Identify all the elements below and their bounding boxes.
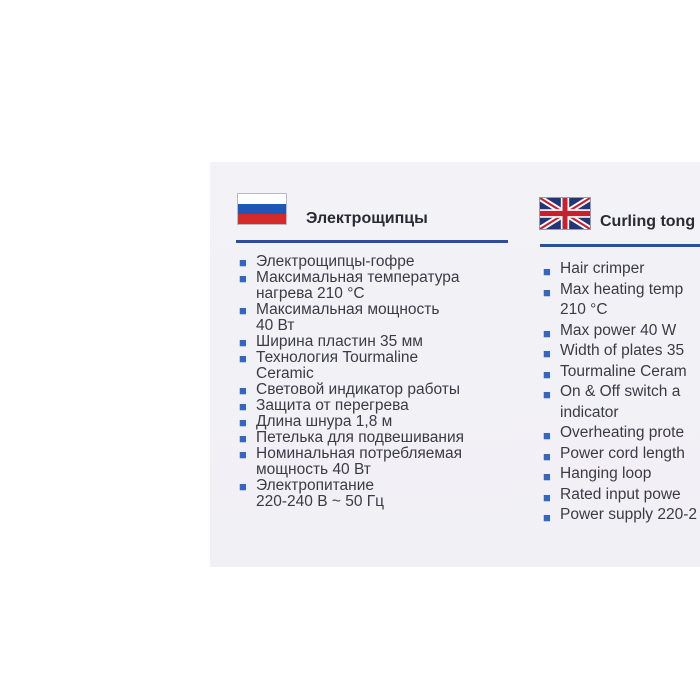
- product-label: [210, 162, 700, 567]
- bullet-icon: ■: [543, 366, 551, 382]
- bullet-icon: ■: [543, 510, 551, 525]
- spec-item: [236, 414, 464, 430]
- spec-item: [540, 382, 697, 423]
- bullet-icon: ■: [543, 387, 551, 402]
- english-spec-list: [540, 259, 697, 526]
- bullet-icon: ■: [543, 325, 551, 341]
- spec-item-text: Максимальная мощность 40 Вт: [256, 301, 440, 334]
- spec-item-text: Hair crimper: [560, 260, 645, 277]
- english-title: Curling tong: [600, 213, 696, 230]
- spec-item: [236, 398, 464, 414]
- bullet-icon: ■: [543, 469, 551, 484]
- spec-item: [540, 321, 697, 342]
- spec-item: [540, 505, 697, 526]
- spec-item-text: Overheating prote: [560, 424, 685, 441]
- spec-item-text: Петелька для подвешивания: [256, 429, 465, 446]
- bullet-icon: ■: [239, 271, 247, 286]
- bullet-icon: ■: [239, 351, 247, 366]
- bullet-icon: ■: [239, 415, 247, 430]
- russian-spec-list: [236, 254, 464, 510]
- spec-item: [236, 446, 464, 478]
- bullet-icon: ■: [239, 447, 247, 462]
- bullet-icon: ■: [543, 346, 551, 361]
- bullet-icon: ■: [543, 428, 551, 443]
- bullet-icon: ■: [239, 399, 247, 414]
- spec-item-text: Световой индикатор работы: [256, 381, 460, 398]
- spec-item: [540, 341, 697, 362]
- russia-flag-icon: [238, 194, 286, 224]
- spec-item: [540, 444, 697, 465]
- uk-flag-icon: [540, 198, 590, 229]
- spec-item-text: Tourmaline Ceram: [560, 362, 687, 380]
- spec-item-text: Электрощипцы-гофре: [256, 253, 415, 270]
- spec-item: [540, 259, 697, 280]
- spec-item-text: On & Off switch a indicator: [560, 383, 681, 421]
- english-divider: [540, 244, 700, 247]
- spec-item: [236, 270, 464, 302]
- spec-item: [236, 254, 464, 270]
- russian-title: Электрощипцы: [306, 210, 428, 227]
- spec-item-text: Max power 40 W: [560, 321, 677, 339]
- spec-item-text: Электропитание 220-240 В ~ 50 Гц: [256, 477, 385, 510]
- spec-item-text: Технология Tourmaline Ceramic: [256, 349, 419, 382]
- spec-item-text: Защита от перегрева: [256, 397, 409, 414]
- bullet-icon: ■: [239, 335, 247, 350]
- spec-item: [236, 350, 464, 382]
- spec-item-text: Максимальная температура нагрева 210 °С: [256, 269, 460, 302]
- bullet-icon: ■: [239, 255, 247, 270]
- bullet-icon: ■: [239, 431, 247, 446]
- spec-item-text: Длина шнура 1,8 м: [256, 413, 393, 430]
- bullet-icon: ■: [543, 448, 551, 464]
- spec-item: [540, 362, 697, 383]
- spec-item: [540, 423, 697, 444]
- bullet-icon: ■: [239, 383, 247, 398]
- spec-item: [236, 478, 464, 510]
- spec-item: [540, 280, 697, 321]
- spec-item-text: Номинальная потребляемая мощность 40 Вт: [256, 445, 463, 478]
- bullet-icon: ■: [543, 264, 551, 279]
- spec-item-text: Ширина пластин 35 мм: [256, 333, 423, 350]
- spec-item: [236, 302, 464, 334]
- spec-item: [236, 382, 464, 398]
- spec-item-text: Hanging loop: [560, 465, 652, 482]
- spec-item: [540, 485, 697, 506]
- bullet-icon: ■: [543, 489, 551, 505]
- spec-item-text: Rated input powe: [560, 485, 681, 503]
- spec-item: [236, 430, 464, 446]
- spec-item-text: Max heating temp 210 °C: [560, 280, 684, 318]
- spec-item-text: Power cord length: [560, 444, 685, 462]
- spec-item-text: Width of plates 35: [560, 342, 685, 359]
- bullet-icon: ■: [239, 479, 247, 494]
- bullet-icon: ■: [543, 284, 551, 300]
- spec-item-text: Power supply 220-2: [560, 506, 697, 523]
- russian-divider: [236, 240, 508, 243]
- spec-item: [236, 334, 464, 350]
- bullet-icon: ■: [239, 303, 247, 318]
- spec-item: [540, 464, 697, 485]
